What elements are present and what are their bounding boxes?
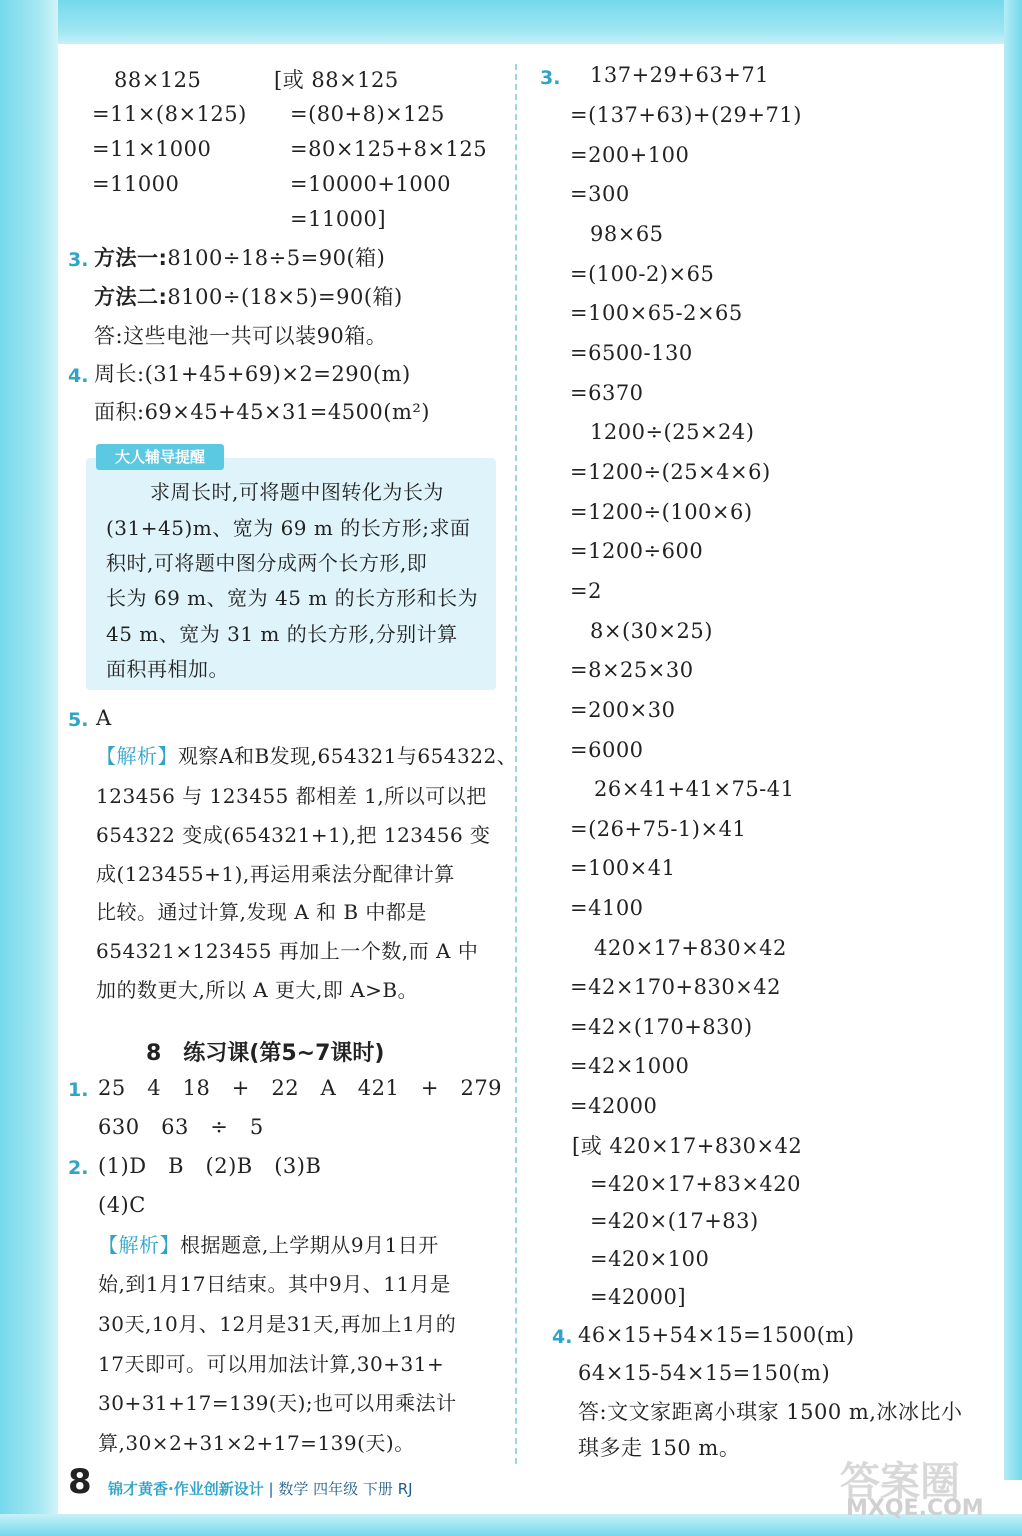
calc-line: =300 bbox=[570, 182, 630, 206]
note-line: 面积再相加。 bbox=[106, 657, 229, 681]
analysis-line: 比较。通过计算,发现 A 和 B 中都是 bbox=[96, 900, 427, 924]
calc-line: 137+29+63+71 bbox=[590, 63, 770, 87]
calc-line: 1200÷(25×24) bbox=[590, 420, 755, 444]
analysis-line: 30+31+17=139(天);也可以用乘法计 bbox=[98, 1391, 457, 1415]
calc-line: 98×65 bbox=[590, 222, 664, 246]
calc-line: =200+100 bbox=[570, 143, 690, 167]
analysis-line: 30天,10月、12月是31天,再加上1月的 bbox=[98, 1312, 457, 1336]
calc-b-line: =80×125+8×125 bbox=[290, 137, 488, 161]
analysis-label: 【解析】 bbox=[98, 1233, 180, 1257]
method-label: 方法一: bbox=[94, 246, 168, 270]
alt-calc-line: =420×(17+83) bbox=[590, 1209, 759, 1233]
method-text: 8100÷(18×5)=90(箱) bbox=[167, 285, 403, 309]
alt-calc-line: =420×100 bbox=[590, 1247, 710, 1271]
answer-line: 25 4 18 + 22 A 421 + 279 bbox=[98, 1076, 503, 1100]
note-line: 求周长时,可将题中图转化为长为 bbox=[150, 480, 444, 504]
area-line: 面积:69×45+45×31=4500(m²) bbox=[94, 400, 431, 424]
page-border-left bbox=[0, 0, 58, 1536]
answer-line: 46×15+54×15=1500(m) bbox=[578, 1323, 855, 1347]
question-number: 1. bbox=[68, 1079, 89, 1101]
note-line: 45 m、宽为 31 m 的长方形,分别计算 bbox=[106, 622, 458, 646]
alt-calc-line: =420×17+83×420 bbox=[590, 1172, 801, 1196]
calc-line: =42×1000 bbox=[570, 1054, 690, 1078]
answer-choice: A bbox=[96, 706, 112, 730]
perimeter-line: 周长:(31+45+69)×2=290(m) bbox=[94, 362, 411, 386]
calc-line: =42000 bbox=[570, 1094, 658, 1118]
calc-b-line: =11000] bbox=[290, 207, 387, 231]
method-line bbox=[94, 287, 403, 308]
method-line bbox=[94, 248, 385, 269]
calc-line: 420×17+830×42 bbox=[594, 936, 787, 960]
alt-calc-line: [或 420×17+830×42 bbox=[572, 1134, 803, 1158]
answer-line: 630 63 ÷ 5 bbox=[98, 1115, 264, 1139]
series-title: 锦才黄香·作业创新设计 bbox=[108, 1480, 264, 1498]
calc-line: =6370 bbox=[570, 381, 644, 405]
note-line: 积时,可将题中图分成两个长方形,即 bbox=[106, 551, 428, 575]
analysis-line bbox=[98, 1235, 439, 1255]
watermark-logo: 答案圈 bbox=[840, 1459, 960, 1505]
analysis-label: 【解析】 bbox=[96, 744, 178, 768]
answer-line: 答:文文家距离小琪家 1500 m,冰冰比小 bbox=[578, 1400, 963, 1424]
method-text: 8100÷18÷5=90(箱) bbox=[167, 246, 386, 270]
calc-b-line: =10000+1000 bbox=[290, 172, 451, 196]
alt-calc-line: =42000] bbox=[590, 1285, 687, 1309]
calc-b-line: =(80+8)×125 bbox=[290, 102, 445, 126]
calc-b-line: [或 88×125 bbox=[274, 68, 399, 92]
calc-line: =2 bbox=[570, 579, 602, 603]
page-border-top bbox=[0, 0, 1022, 44]
calc-line: =4100 bbox=[570, 896, 644, 920]
edition-label: RJ bbox=[397, 1480, 413, 1498]
question-number: 5. bbox=[68, 709, 89, 731]
calc-line: =8×25×30 bbox=[570, 658, 694, 682]
calc-line: =(26+75-1)×41 bbox=[570, 817, 747, 841]
note-line: (31+45)m、宽为 69 m 的长方形;求面 bbox=[106, 516, 471, 540]
analysis-line bbox=[96, 746, 517, 766]
calc-a-line: =11000 bbox=[92, 172, 180, 196]
calc-line: =(100-2)×65 bbox=[570, 262, 715, 286]
section-title: 8 练习课(第5~7课时) bbox=[146, 1041, 385, 1066]
calc-line: =(137+63)+(29+71) bbox=[570, 103, 802, 127]
page-border-right bbox=[1004, 0, 1022, 1480]
footer-separator: | bbox=[268, 1480, 274, 1498]
calc-line: =1200÷(25×4×6) bbox=[570, 460, 771, 484]
answer-line: 答:这些电池一共可以装90箱。 bbox=[94, 324, 388, 348]
analysis-line: 654321×123455 再加上一个数,而 A 中 bbox=[96, 939, 479, 963]
answer-line: 64×15-54×15=150(m) bbox=[578, 1361, 831, 1385]
note-line: 长为 69 m、宽为 45 m 的长方形和长为 bbox=[106, 586, 479, 610]
calc-line: =1200÷(100×6) bbox=[570, 500, 753, 524]
calc-a-line: =11×(8×125) bbox=[92, 102, 247, 126]
question-number: 4. bbox=[68, 365, 89, 387]
question-number: 2. bbox=[68, 1157, 89, 1179]
analysis-line: 加的数更大,所以 A 更大,即 A>B。 bbox=[96, 978, 419, 1002]
volume-label: 下册 bbox=[362, 1480, 393, 1498]
analysis-line: 654322 变成(654321+1),把 123456 变 bbox=[96, 823, 491, 847]
question-number: 4. bbox=[552, 1326, 573, 1348]
tutor-note-tag: 大人辅导提醒 bbox=[96, 444, 224, 470]
calc-line: =100×65-2×65 bbox=[570, 301, 743, 325]
question-number: 3. bbox=[540, 67, 561, 89]
calc-line: 26×41+41×75-41 bbox=[594, 777, 795, 801]
analysis-line: 17天即可。可以用加法计算,30+31+ bbox=[98, 1352, 445, 1376]
analysis-text: 根据题意,上学期从9月1日开 bbox=[180, 1233, 439, 1257]
analysis-text: 观察A和B发现,654321与654322、 bbox=[178, 744, 518, 768]
analysis-line: 成(123455+1),再运用乘法分配律计算 bbox=[96, 862, 455, 886]
answer-line: (1)D B (2)B (3)B bbox=[98, 1154, 322, 1178]
calc-line: 8×(30×25) bbox=[590, 619, 713, 643]
calc-line: =100×41 bbox=[570, 856, 676, 880]
analysis-line: 始,到1月17日结束。其中9月、11月是 bbox=[98, 1272, 451, 1296]
analysis-line: 算,30×2+31×2+17=139(天)。 bbox=[98, 1431, 415, 1455]
calc-line: =42×170+830×42 bbox=[570, 975, 781, 999]
page-number: 8 bbox=[68, 1462, 92, 1502]
calc-line: =200×30 bbox=[570, 698, 676, 722]
subject-label: 数学 bbox=[278, 1480, 309, 1498]
calc-line: =1200÷600 bbox=[570, 539, 704, 563]
question-number: 3. bbox=[68, 249, 89, 271]
watermark-url: MXQE.COM bbox=[846, 1496, 984, 1521]
book-footer bbox=[108, 1478, 413, 1499]
calc-line: =42×(170+830) bbox=[570, 1015, 753, 1039]
analysis-line: 123456 与 123455 都相差 1,所以可以把 bbox=[96, 784, 487, 808]
answer-line: 琪多走 150 m。 bbox=[578, 1436, 741, 1460]
calc-line: =6000 bbox=[570, 738, 644, 762]
calc-line: =6500-130 bbox=[570, 341, 693, 365]
calc-a-line: 88×125 bbox=[114, 68, 202, 92]
grade-label: 四年级 bbox=[313, 1480, 359, 1498]
calc-a-line: =11×1000 bbox=[92, 137, 212, 161]
method-label: 方法二: bbox=[94, 285, 168, 309]
answer-line: (4)C bbox=[98, 1193, 146, 1217]
